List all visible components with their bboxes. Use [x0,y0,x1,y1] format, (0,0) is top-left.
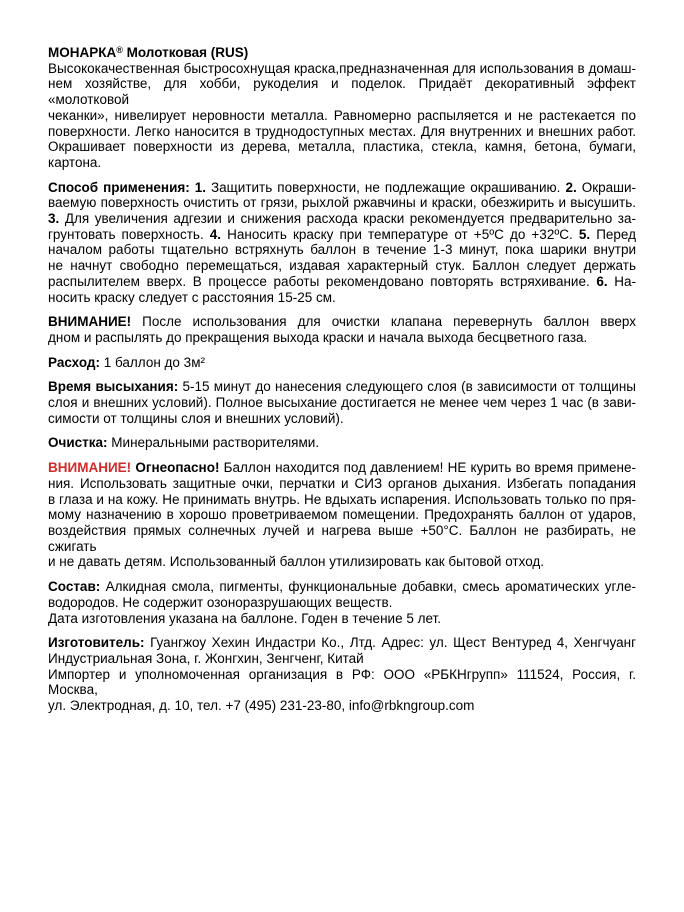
text-run: слоя и внешних условий). Полное высыхание достигается не менее чем через 1 час (в зави- [48,395,636,411]
text-run: Время высыхания: [48,379,179,395]
text-run: Алкидная смола, пигменты, функциональные добавки, смесь ароматических угле- [100,579,636,595]
text-line [48,242,636,258]
text-line [48,61,636,77]
text-run: 3. [48,211,60,227]
text-line [48,258,636,274]
text-line [48,595,636,611]
text-run: симости от толщины слоя и внешних условий). [48,410,344,426]
text-run: ВНИМАНИЕ! [48,460,136,476]
paragraph-flammable-warning [48,460,636,570]
text-run: Окрашивает поверхности из дерева, металла, пластика, стекла, камня, бетона, бумаги, картона. [48,139,636,170]
text-run: Молотковая (RUS) [122,45,249,60]
text-run: Способ применения: 1. [48,179,207,195]
text-run: 5. [578,226,591,242]
text-run: Очистка: [48,435,108,451]
text-line [48,554,636,570]
paragraph-cleaning [48,435,636,451]
text-run: 2. [565,179,577,195]
text-run: Наносить краску при температуре от +5ºС до +32ºС. [221,226,579,242]
text-run: ния. Использовать защитные очки, перчатки и СИЗ органов дыхания. Избегать попадания [48,475,636,491]
paragraph-manufacturer-info [48,635,636,714]
text-run: После использования для очистки клапана перевернуть баллон вверх [131,314,636,330]
text-run: Для увеличения адгезии и снижения расхода краски рекомендуется предварительно за- [59,211,636,227]
text-line [48,355,636,371]
text-run: Дата изготовления указана на баллоне. Годен в течение 5 лет. [48,610,441,626]
text-run: в глаза и на кожу. Не принимать внутрь. Не вдыхать испарения. Использовать только по пря- [48,491,636,507]
text-line [48,139,636,170]
text-run: Минеральными растворителями. [107,435,320,451]
paragraph-drying-time [48,379,636,426]
text-run: мому назначению в хорошо проветриваемом помещении. Предохранять баллон от ударов, [48,507,636,523]
text-run: чеканки», нивелирует неровности металла. Равномерно распыляется и не растекается по [48,107,636,123]
paragraph-valve-cleaning-warning [48,314,636,345]
text-run: Изготовитель: [48,635,145,651]
text-run: На- [607,273,636,289]
text-run: и не давать детям. Использованный баллон утилизировать как бытовой отход. [48,554,545,570]
text-run: 5-15 минут до нанесения следующего слоя (в зависимости от толщины [178,379,636,395]
text-run: началом работы тщательно встряхнуть баллон в течение 1-3 минут, пока шарики внутри [48,242,636,258]
text-run: распылителем вверх. В процессе работы рекомендовано повторять встряхивание. [48,273,597,289]
text-line [48,314,636,330]
text-line [48,211,636,227]
text-line [48,290,636,306]
text-line [48,460,636,476]
text-line [48,124,636,140]
text-run: Высококачественная быстросохнущая краска,предназначенная для использования в домаш- [48,60,636,76]
text-line [48,330,636,346]
text-line [48,195,636,211]
paragraph-product-title [48,43,636,61]
text-run: 4. [209,226,222,242]
paragraph-consumption [48,355,636,371]
text-run: 1 баллон до 3м² [99,354,205,370]
text-run: 6. [596,273,608,289]
text-run: Гуангжоу Хехин Индастри Ко., Лтд. Адрес: ул. Щест Вентуред 4, Хенгчуанг [144,635,636,651]
text-run: Огнеопасно! [135,460,224,476]
text-line [48,379,636,395]
text-line [48,579,636,595]
text-run: Окраши- [576,179,636,195]
text-line [48,76,636,107]
text-line [48,611,636,627]
text-run: Импортер и уполномоченная организация в РФ: ООО «РБКНгрупп» 111524, Россия, г. Москва, [48,666,636,698]
text-run: Расход: [48,354,100,370]
text-run: МОНАРКА [48,45,117,60]
text-line [48,476,636,492]
text-line [48,635,636,651]
text-run: ул. Электродная, д. 10, тел. +7 (495) 231-23-80, info@rbkngroup.com [48,698,475,714]
paragraph-product-description [48,61,636,171]
text-line [48,698,636,714]
text-run: Перед [590,226,636,242]
label-text [48,43,636,714]
text-line [48,180,636,196]
text-line [48,523,636,554]
text-run: поверхности. Легко наносится в труднодоступных местах. Для внутренних и внешних работ. [48,123,636,139]
text-line [48,43,636,61]
text-run: Баллон находится под давлением! НЕ курить во время примене- [223,460,636,476]
text-line [48,227,636,243]
text-line [48,395,636,411]
text-run: воздействия прямых солнечных лучей и нагрева выше +50°С. Баллон не разбирать, не сжигать [48,522,636,554]
text-run: грунтовать поверхность. [48,226,210,242]
text-line [48,411,636,427]
text-run: Индустриальная Зона, г. Жонгхин, Зенгченг, Китай [48,650,364,666]
text-run: водородов. Не содержит озоноразрушающих веществ. [48,594,393,610]
text-run: нем хозяйстве, для хобби, рукоделия и поделок. Придаёт декоративный эффект «молотковой [48,76,636,108]
text-line [48,492,636,508]
text-line [48,667,636,698]
text-run: ВНИМАНИЕ! [48,314,132,330]
text-line [48,507,636,523]
paragraph-composition [48,579,636,626]
text-run: не начнут свободно перемещаться, издавая характерный стук. Баллон следует держать [48,258,636,274]
text-line [48,435,636,451]
registered-trademark-mark: ® [116,45,123,55]
text-run: ваемую поверхность очистить от грязи, рыхлой ржавчины и краски, обезжирить и высушить. [48,195,636,211]
text-line [48,108,636,124]
text-run: носить краску следует с расстояния 15-25 см. [48,289,336,305]
text-line [48,651,636,667]
text-run: Защитить поверхности, не подлежащие окрашиванию. [206,179,566,195]
text-run: Состав: [48,579,101,595]
text-run: дном и распылять до прекращения выхода краски и начала выхода бесцветного газа. [48,329,588,345]
paragraph-usage-instructions [48,180,636,306]
text-line [48,274,636,290]
